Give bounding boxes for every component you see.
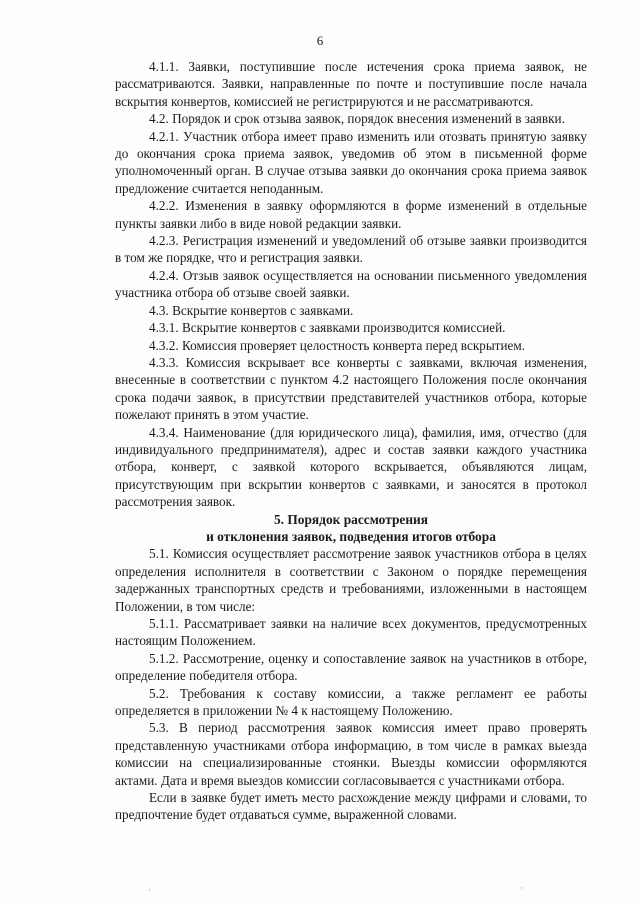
page-number: 6 xyxy=(316,33,324,48)
document-body xyxy=(115,58,587,824)
paragraph-4-3-2: 4.3.2. Комиссия проверяет целостность конверта перед вскрытием. xyxy=(149,337,525,353)
paragraph-5-3: 5.3. В период рассмотрения заявок комиссия имеет право проверять представленную участниками отбора информацию, в том числе в рамках выезда комиссии на специализированные стоянки. Выезды комиссии оформляются актами. Дата и время выездов комиссии согласовывается с участниками отбора. xyxy=(115,720,587,788)
paragraph-5-1: 5.1. Комиссия осуществляет рассмотрение заявок участников отбора в целях определения исполнителя в соответствии с Законом о порядке перемещения задержанных транспортных средств и требованиями, изложенными в настоящем Положении, в том числе: xyxy=(115,546,587,614)
paragraph-4-2-3: 4.2.3. Регистрация изменений и уведомлений об отзыве заявки производится в том же порядке, что и регистрация заявки. xyxy=(115,233,587,266)
scan-speck: · xyxy=(148,885,151,895)
section-heading-line-1: 5. Порядок рассмотрения xyxy=(273,511,429,527)
paragraph-5-2: 5.2. Требования к составу комиссии, а также регламент ее работы определяется в приложении № 4 к настоящему Положению. xyxy=(115,685,587,719)
paragraph-5-1-2: 5.1.2. Рассмотрение, оценку и сопоставление заявок на участников в отборе, определение победителя отбора. xyxy=(115,650,587,684)
scan-speck: · xyxy=(520,883,523,893)
paragraph-4-3: 4.3. Вскрытие конвертов с заявками. xyxy=(149,302,354,318)
paragraph-4-3-1: 4.3.1. Вскрытие конвертов с заявками производится комиссией. xyxy=(149,320,506,336)
paragraph-4-2-2: 4.2.2. Изменения в заявку оформляются в форме изменений в отдельные пункты заявки либо в виде новой редакции заявки. xyxy=(115,198,587,231)
section-heading-line-2: и отклонения заявок, подведения итогов отбора xyxy=(206,528,496,544)
paragraph-4-2-1: 4.2.1. Участник отбора имеет право изменить или отозвать принятую заявку до окончания срока приема заявок, уведомив об этом в письменной форме уполномоченный орган. В случае отзыва заявки до окончания срока приема заявок предложение считается неподанным. xyxy=(115,128,587,196)
paragraph-4-3-4: 4.3.4. Наименование (для юридического лица), фамилия, имя, отчество (для индивидуального предпринимателя), адрес и состав заявки каждого участника отбора, конверт, с заявкой которого вскрывается, объявляются лицам, присутствующим при вскрытии конвертов с заявками, и заносятся в протокол рассмотрения заявок. xyxy=(115,424,587,510)
paragraph-4-2: 4.2. Порядок и срок отзыва заявок, порядок внесения изменений в заявки. xyxy=(149,111,565,127)
paragraph-5-1-1: 5.1.1. Рассматривает заявки на наличие всех документов, предусмотренных настоящим Положением. xyxy=(115,616,587,649)
paragraph-4-1-1: 4.1.1. Заявки, поступившие после истечения срока приема заявок, не рассматриваются. Заявки, направленные по почте и поступившие после начала вскрытия конвертов, комиссией не регистрируются и не рассматриваются. xyxy=(115,59,587,109)
paragraph-4-2-4: 4.2.4. Отзыв заявок осуществляется на основании письменного уведомления участника отбора об отзыве своей заявки. xyxy=(115,267,587,301)
paragraph-4-3-3: 4.3.3. Комиссия вскрывает все конверты с заявками, включая изменения, внесенные в соответствии с пунктом 4.2 настоящего Положения после окончания срока подачи заявок, в присутствии представителей участников отбора, которые пожелают принять в этом участие. xyxy=(115,354,587,423)
paragraph-discrepancy: Если в заявке будет иметь место расхождение между цифрами и словами, то предпочтение будет отдаваться сумме, выраженной словами. xyxy=(115,790,587,823)
